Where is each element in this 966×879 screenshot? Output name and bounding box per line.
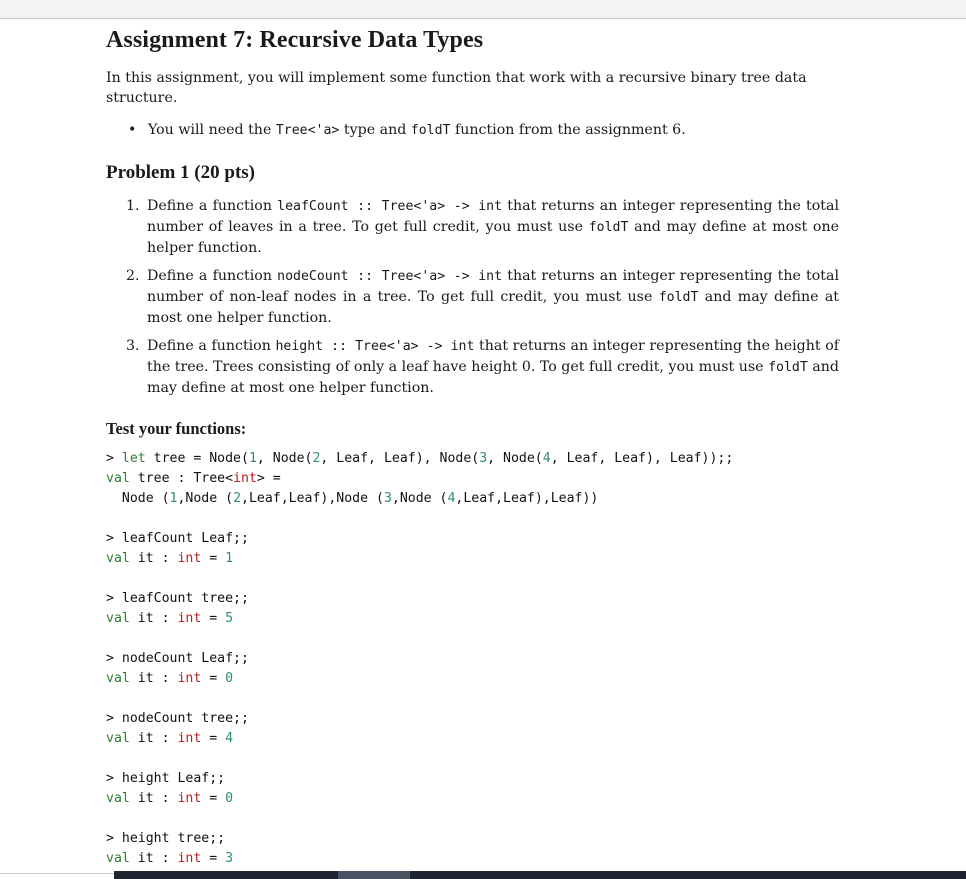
problem-item-text: Define a function leafCount :: Tree<'a> -> int that returns an integer representing the total number of leaves in a tree. To get full credit, you must use foldT and may define at most one helper function.: [147, 198, 839, 256]
problem-item-text: Define a function nodeCount :: Tree<'a> -> int that returns an integer representing the total number of non-leaf nodes in a tree. To get full credit, you must use foldT and may define at most one helper function.: [147, 268, 839, 326]
problem-heading: Problem 1 (20 pts): [106, 162, 255, 183]
code-let-tree: > let tree = Node(1, Node(2, Leaf, Leaf), Node(3, Node(4, Leaf, Leaf), Leaf));; val tree : Tree<int> = Node (1,Node (2,Leaf,Leaf),Node (3,Node (4,Leaf,Leaf),Leaf)): [106, 451, 734, 506]
code-case-height-tree: > height tree;; val it : int = 3: [106, 831, 234, 866]
problem-item-text: Define a function height :: Tree<'a> -> int that returns an integer representing the height of the tree. Trees consisting of only a leaf have height 0. To get full credit, you must use foldT and may define at most one helper function.: [147, 338, 839, 396]
viewer-top-bar: [0, 0, 966, 19]
viewer-bottom-line: [0, 873, 114, 874]
code-case-leafcount-tree: > leafCount tree;; val it : int = 5: [106, 591, 249, 626]
bullet-text: You will need the Tree<'a> type and foldT function from the assignment 6.: [148, 122, 686, 138]
code-case-leafcount-leaf: > leafCount Leaf;; val it : int = 1: [106, 531, 249, 566]
code-case-nodecount-leaf: > nodeCount Leaf;; val it : int = 0: [106, 651, 249, 686]
test-heading: Test your functions:: [106, 419, 247, 438]
code-case-height-leaf: > height Leaf;; val it : int = 0: [106, 771, 234, 806]
intro-paragraph: In this assignment, you will implement some function that work with a recursive binary tree data structure.: [106, 70, 807, 106]
scrollbar-thumb[interactable]: [338, 871, 410, 879]
code-case-nodecount-tree: > nodeCount tree;; val it : int = 4: [106, 711, 249, 746]
bullet-dot-icon: •: [128, 122, 137, 138]
horizontal-scrollbar[interactable]: [114, 871, 966, 879]
page-title: Assignment 7: Recursive Data Types: [106, 27, 484, 53]
